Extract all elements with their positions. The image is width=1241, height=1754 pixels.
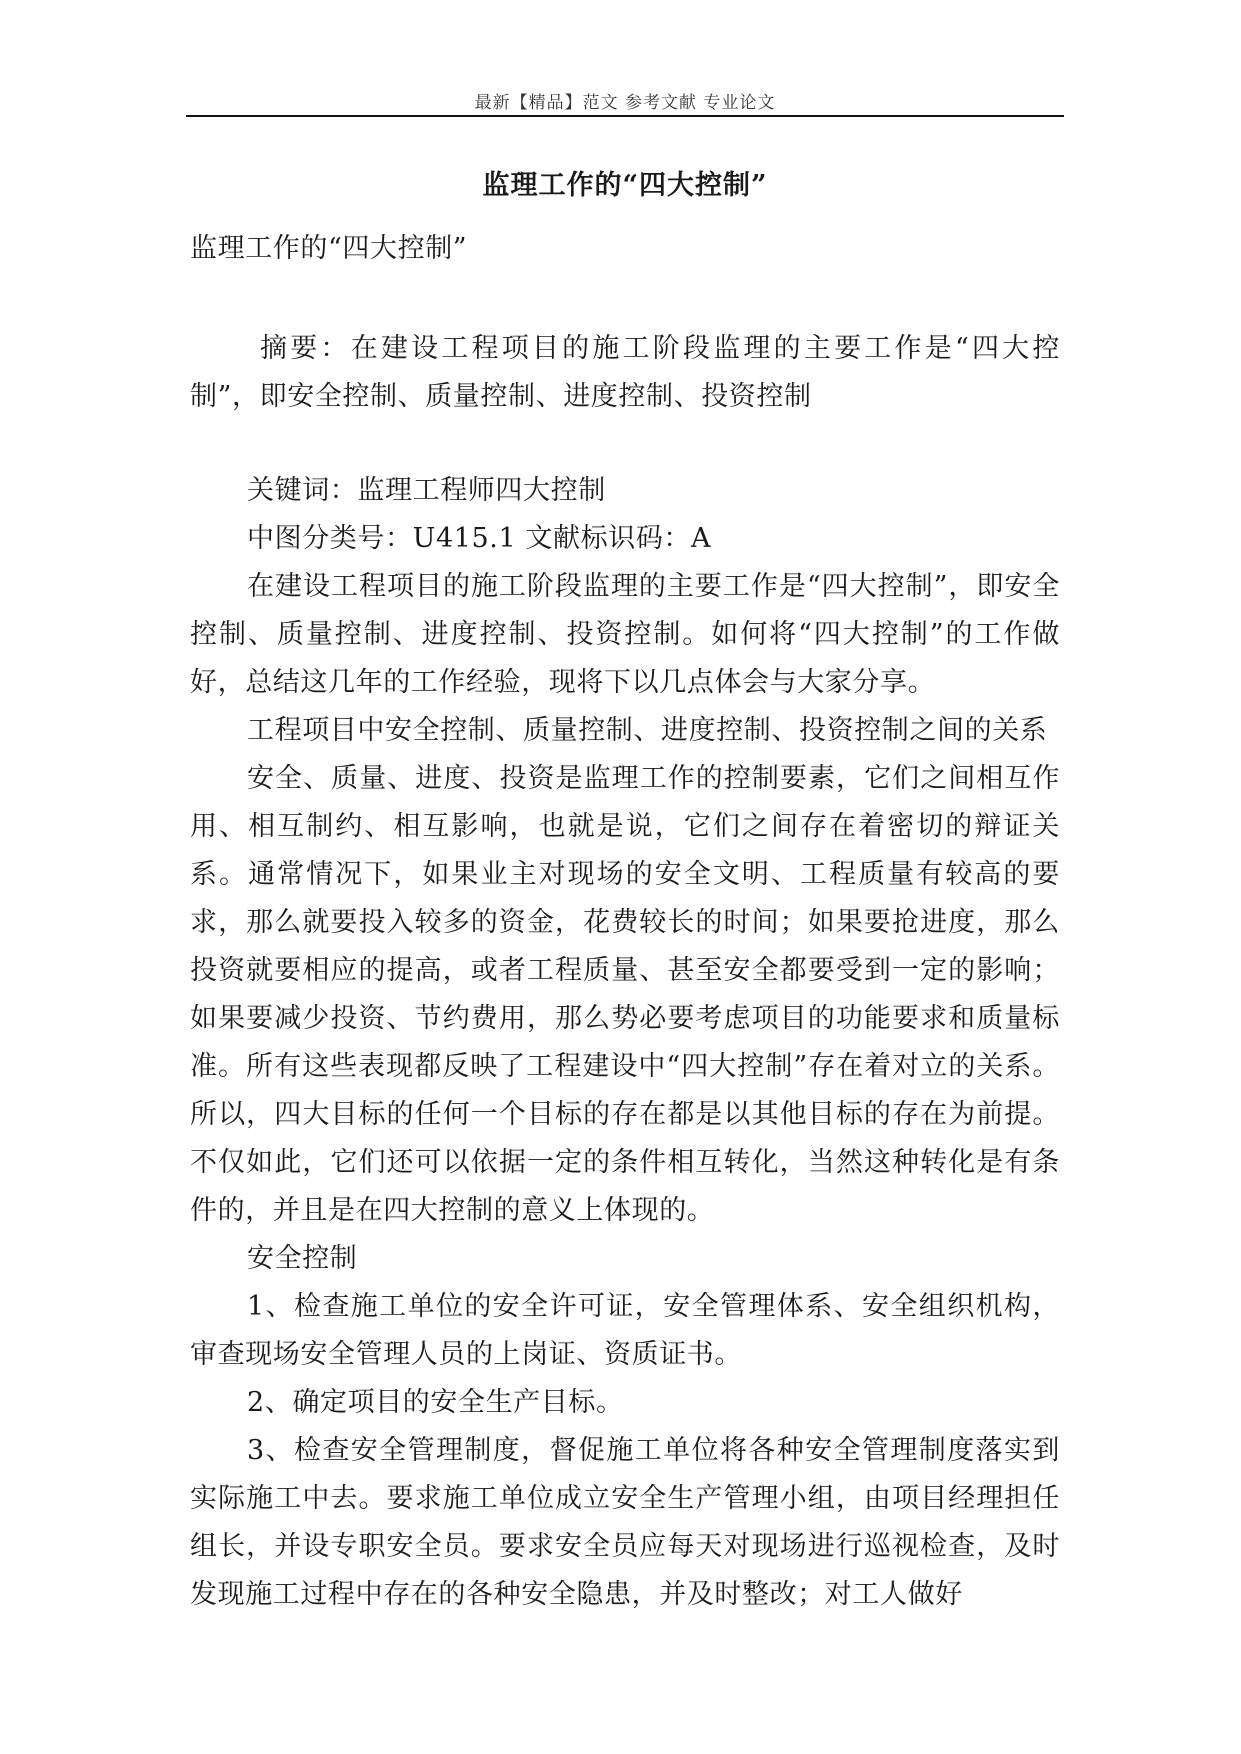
body-paragraph: 在建设工程项目的施工阶段监理的主要工作是“四大控制”，即安全控制、质量控制、进度控制、投资控制。如何将“四大控制”的工作做好，总结这几年的工作经验，现将下以几点体会与大家分享。 bbox=[190, 571, 1060, 698]
subtitle: 监理工作的“四大控制” bbox=[190, 233, 468, 264]
classification: 中图分类号：U415.1 文献标识码：A bbox=[247, 523, 712, 554]
section-heading: 工程项目中安全控制、质量控制、进度控制、投资控制之间的关系 bbox=[247, 715, 1048, 746]
header-divider bbox=[186, 115, 1064, 117]
page-header: 最新【精品】范文 参考文献 专业论文 bbox=[474, 93, 776, 113]
document-body bbox=[190, 225, 1060, 1619]
body-paragraph: 安全、质量、进度、投资是监理工作的控制要素，它们之间相互作用、相互制约、相互影响，也就是说，它们之间存在着密切的辩证关系。通常情况下，如果业主对现场的安全文明、工程质量有较高的要求，那么就要投入较多的资金，花费较长的时间；如果要抢进度，那么投资就要相应的提高，或者工程质量、甚至安全都要受到一定的影响；如果要减少投资、节约费用，那么势必要考虑项目的功能要求和质量标准。所有这些表现都反映了工程建设中“四大控制”存在着对立的关系。所以，四大目标的任何一个目标的存在都是以其他目标的存在为前提。不仅如此，它们还可以依据一定的条件相互转化，当然这种转化是有条件的，并且是在四大控制的意义上体现的。 bbox=[190, 763, 1060, 1226]
list-item: 1、检查施工单位的安全许可证，安全管理体系、安全组织机构，审查现场安全管理人员的上岗证、资质证书。 bbox=[190, 1291, 1060, 1370]
section-heading: 安全控制 bbox=[247, 1243, 358, 1274]
list-item: 2、确定项目的安全生产目标。 bbox=[247, 1387, 624, 1418]
keywords: 关键词：监理工程师四大控制 bbox=[247, 475, 606, 506]
abstract: 摘要：在建设工程项目的施工阶段监理的主要工作是“四大控制”，即安全控制、质量控制、进度控制、投资控制 bbox=[190, 333, 1060, 412]
document-title: 监理工作的“四大控制” bbox=[482, 170, 768, 201]
list-item: 3、检查安全管理制度，督促施工单位将各种安全管理制度落实到实际施工中去。要求施工单位成立安全生产管理小组，由项目经理担任组长，并设专职安全员。要求安全员应每天对现场进行巡视检查，及时发现施工过程中存在的各种安全隐患，并及时整改；对工人做好 bbox=[190, 1435, 1060, 1610]
